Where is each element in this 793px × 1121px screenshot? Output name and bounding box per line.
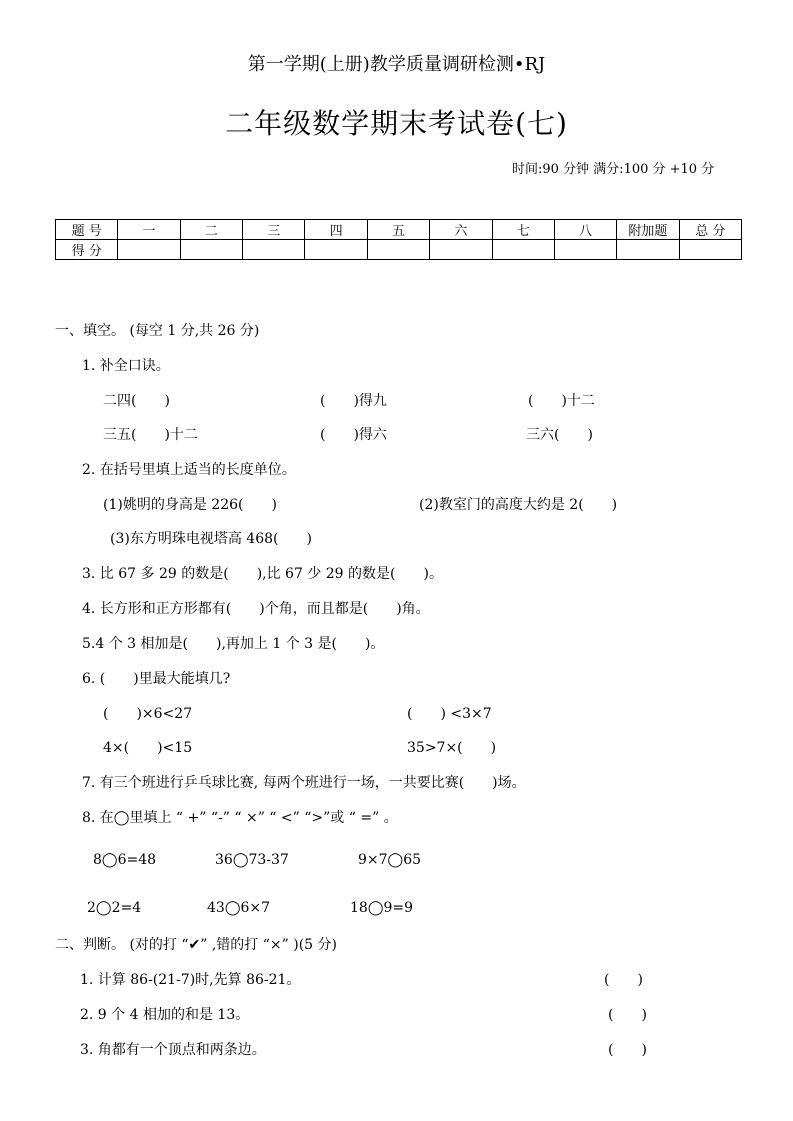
score-table-cell: 二 [180, 220, 242, 240]
score-input-cell[interactable] [305, 240, 367, 260]
q2-item-a: (1)姚明的身高是 226( ) [103, 497, 277, 513]
score-table-cell: 八 [554, 220, 616, 240]
score-input-cell[interactable] [180, 240, 242, 260]
q1-item: 三五( )十二 [103, 427, 198, 443]
q7: 7. 有三个班进行乒乓球比赛, 每两个班进行一场，一共要比赛( )场。 [82, 775, 526, 791]
judge-answer-bracket[interactable]: ( ) [608, 1042, 647, 1058]
q1-label: 1. 补全口诀。 [82, 358, 170, 374]
section1-heading: 一、填空。 (每空 1 分,共 26 分) [55, 323, 260, 339]
q6-item: 35>7×( ) [407, 740, 497, 756]
score-table-cell: 五 [367, 220, 429, 240]
q2-item-b: (2)教室门的高度大约是 2( ) [419, 497, 618, 513]
q6-item: 4×( )<15 [103, 740, 193, 756]
q8-item: 36◯73-37 [215, 852, 289, 868]
score-table-cell: 六 [430, 220, 492, 240]
q8-item: 9×7◯65 [358, 852, 422, 868]
judge-item-text: 3. 角都有一个顶点和两条边。 [80, 1042, 266, 1058]
exam-title: 二年级数学期末考试卷(七) [225, 107, 568, 140]
exam-subtitle: 第一学期(上册)教学质量调研检测•RJ [247, 54, 546, 75]
q4: 4. 长方形和正方形都有( )个角，而且都是( )角。 [82, 601, 430, 617]
q1-item: 二四( ) [103, 393, 170, 409]
score-table-cell: 附加题 [617, 220, 679, 240]
q8-item: 8◯6=48 [93, 852, 157, 868]
q6-item: ( )×6<27 [103, 706, 193, 722]
q1-item: ( )得六 [320, 427, 387, 443]
judge-answer-bracket[interactable]: ( ) [608, 1007, 647, 1023]
score-input-cell[interactable] [679, 240, 741, 260]
score-input-cell[interactable] [492, 240, 554, 260]
score-input-cell[interactable] [367, 240, 429, 260]
time-info: 时间:90 分钟 满分:100 分 +10 分 [512, 162, 715, 177]
score-table-cell: 七 [492, 220, 554, 240]
score-table [55, 219, 742, 260]
q1-item: 三六( ) [526, 427, 593, 443]
score-table-cell: 总 分 [679, 220, 741, 240]
score-table-cell: 题 号 [56, 220, 118, 240]
score-input-cell[interactable] [118, 240, 180, 260]
q2-item-c: (3)东方明珠电视塔高 468( ) [110, 531, 312, 547]
score-input-cell[interactable] [430, 240, 492, 260]
q5: 5.4 个 3 相加是( ),再加上 1 个 3 是( )。 [82, 636, 385, 652]
score-table-cell: 四 [305, 220, 367, 240]
q8-item: 43◯6×7 [207, 900, 271, 916]
q6-item: ( ) <3×7 [407, 706, 492, 722]
judge-item-text: 2. 9 个 4 相加的和是 13。 [80, 1007, 250, 1023]
score-table-cell: 一 [118, 220, 180, 240]
score-table-score-row [56, 240, 742, 260]
score-table-cell: 三 [243, 220, 305, 240]
q2-label: 2. 在括号里填上适当的长度单位。 [82, 462, 296, 478]
q8-item: 18◯9=9 [350, 900, 414, 916]
score-input-cell[interactable] [243, 240, 305, 260]
q1-item: ( )得九 [320, 393, 387, 409]
q1-item: ( )十二 [528, 393, 595, 409]
judge-answer-bracket[interactable]: ( ) [604, 972, 643, 988]
q8-item: 2◯2=4 [87, 900, 142, 916]
score-row-label: 得 分 [56, 240, 118, 260]
score-table-header-row [56, 220, 742, 240]
score-input-cell[interactable] [617, 240, 679, 260]
section2-heading: 二、判断。 (对的打 “✔” ,错的打 “×” )(5 分) [55, 937, 337, 953]
score-input-cell[interactable] [554, 240, 616, 260]
q6-label: 6. ( )里最大能填几? [82, 671, 231, 687]
q8-label: 8. 在◯里填上 “ +” “-” “ ×” “ <” “>”或 “ =” 。 [82, 810, 398, 826]
judge-item-text: 1. 计算 86-(21-7)时,先算 86-21。 [80, 972, 301, 988]
q3: 3. 比 67 多 29 的数是( ),比 67 少 29 的数是( )。 [82, 566, 443, 582]
